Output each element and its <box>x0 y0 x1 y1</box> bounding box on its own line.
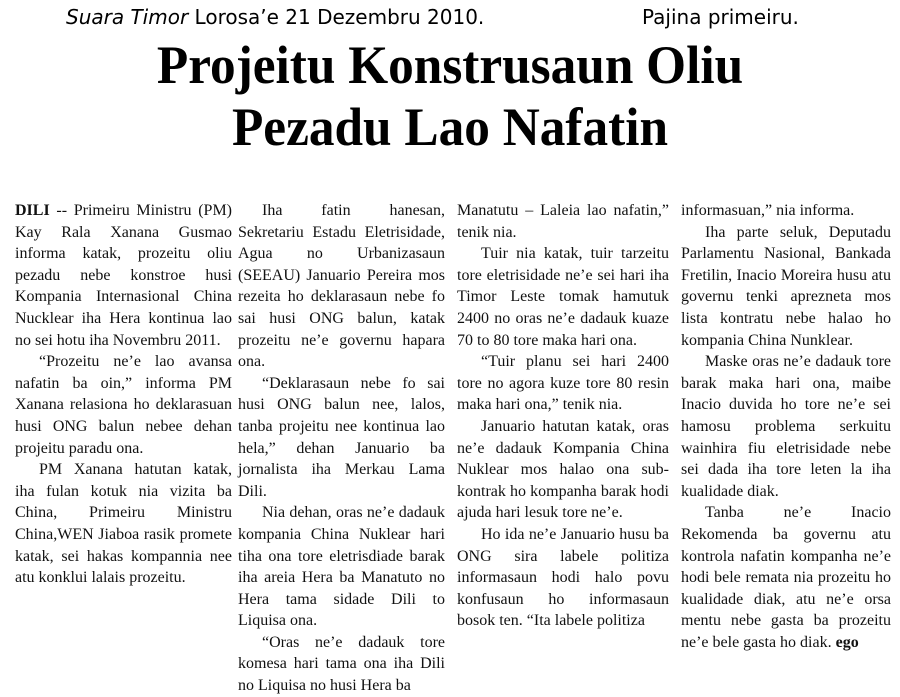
edition-date: Lorosa’e 21 Dezembru 2010. <box>194 5 485 29</box>
paragraph: PM Xanana hatutan katak, iha fulan kotuk nia vizita ba China, Primeiru Ministru China,WEN Jiaboa rasik promete katak, sei hakas kompannia nee atu konklui lalais prozeitu. <box>15 461 232 587</box>
article-column-4 <box>681 200 891 651</box>
paragraph: Nia dehan, oras ne’e dadauk kompania China Nuklear hari tiha ona tore eletrisdiade barak iha areia Hera ba Manatuto no Hera tama sidade Dili to Liquisa ona. <box>238 504 445 630</box>
paragraph: Iha fatin hanesan, Sekretariu Estadu Eletrisidade, Agua no Urbanizasaun (SEEAU) Januario Pereira mos rezeita ho deklarasaun nebe fo sai husi ONG balun, katak prozeitu ne’e governu hapara ona. <box>238 202 445 371</box>
article-column-2 <box>238 200 445 695</box>
paragraph: DILI -- Primeiru Ministru (PM) Kay Rala Xanana Gusmao informa katak, prozeitu oliu pezadu nebe konstroe husi Kompania Internasional China Nucklear iha Hera kontinua lao no sei hotu iha Novembru 2011. <box>15 202 233 349</box>
paragraph: Tuir nia katak, tuir tarzeitu tore eletrisidade ne’e sei hari iha Timor Leste tomak hamutuk 2400 no oras ne’e dadauk kuaze 70 to 80 tore maka hari ona. <box>457 245 669 349</box>
paragraph: Januario hatutan katak, oras ne’e dadauk Kompania China Nuklear mos halao ona sub-kontrak ho kompanha barak hodi ajuda hari lesuk tore ne’e. <box>457 417 669 522</box>
paragraph: Ho ida ne’e Januario husu ba ONG sira labele politiza informasaun hodi halo povu konfusaun ho informasaun bosok ten. “Ita labele politiza <box>457 525 669 630</box>
paragraph: Iha parte seluk, Deputadu Parlamentu Nasional, Bankada Fretilin, Inacio Moreira husu atu governu tenki aprezneta mos lista kontratu nebe halao ho kompania China Nunklear. <box>681 223 891 349</box>
paragraph: Maske oras ne’e dadauk tore barak maka hari ona, maibe Inacio duvida ho tore ne’e sei hamosu problema serkuitu wainhira fiu eletrisidade nebe sei dada iha tore leten la iha kualidade diak. <box>681 353 891 500</box>
article-column-1 <box>15 200 232 637</box>
article-column-3 <box>457 200 669 637</box>
newspaper-name: Suara Timor <box>66 5 189 29</box>
paragraph: “Deklarasaun nebe fo sai husi ONG balun nee, lalos, tanba projeitu nee kontinua lao hela,” dehan Januario ba jornalista iha Merkau Lama Dili. <box>238 374 445 500</box>
headline <box>23 34 878 158</box>
headline-line-2: Pezadu Lao Nafatin <box>231 97 669 157</box>
paragraph: “Prozeitu ne’e lao avansa nafatin ba oin,” informa PM Xanana relasiona ho deklarasuan husi ONG balun nebee dehan projeitu paradu ona. <box>15 353 232 457</box>
paragraph: “Tuir planu sei hari 2400 tore no agora kuze tore 80 resin maka hari ona,” tenik nia. <box>457 353 669 414</box>
article-body <box>0 200 900 695</box>
paragraph: Manatutu – Laleia lao nafatin,” tenik nia. <box>457 202 669 241</box>
masthead <box>66 4 886 30</box>
page-label: Pajina primeiru. <box>642 5 799 29</box>
paragraph: Tanba ne’e Inacio Rekomenda ba governu atu kontrola nafatin kompanha ne’e hodi bele remata nia prozeitu ho kualidade diak, atu ne’e orsa mentu nebe gasta ba prozeitu ne’e bele gasta ho diak. ego <box>681 504 891 651</box>
paragraph: informasuan,” nia informa. <box>681 202 855 219</box>
headline-line-1: Projeitu Konstrusaun Oliu <box>156 35 744 95</box>
author-signoff: ego <box>835 633 859 651</box>
dateline: DILI <box>15 202 50 219</box>
paragraph: “Oras ne’e dadauk tore komesa hari tama ona iha Dili no Liquisa no husi Hera ba <box>238 633 445 695</box>
